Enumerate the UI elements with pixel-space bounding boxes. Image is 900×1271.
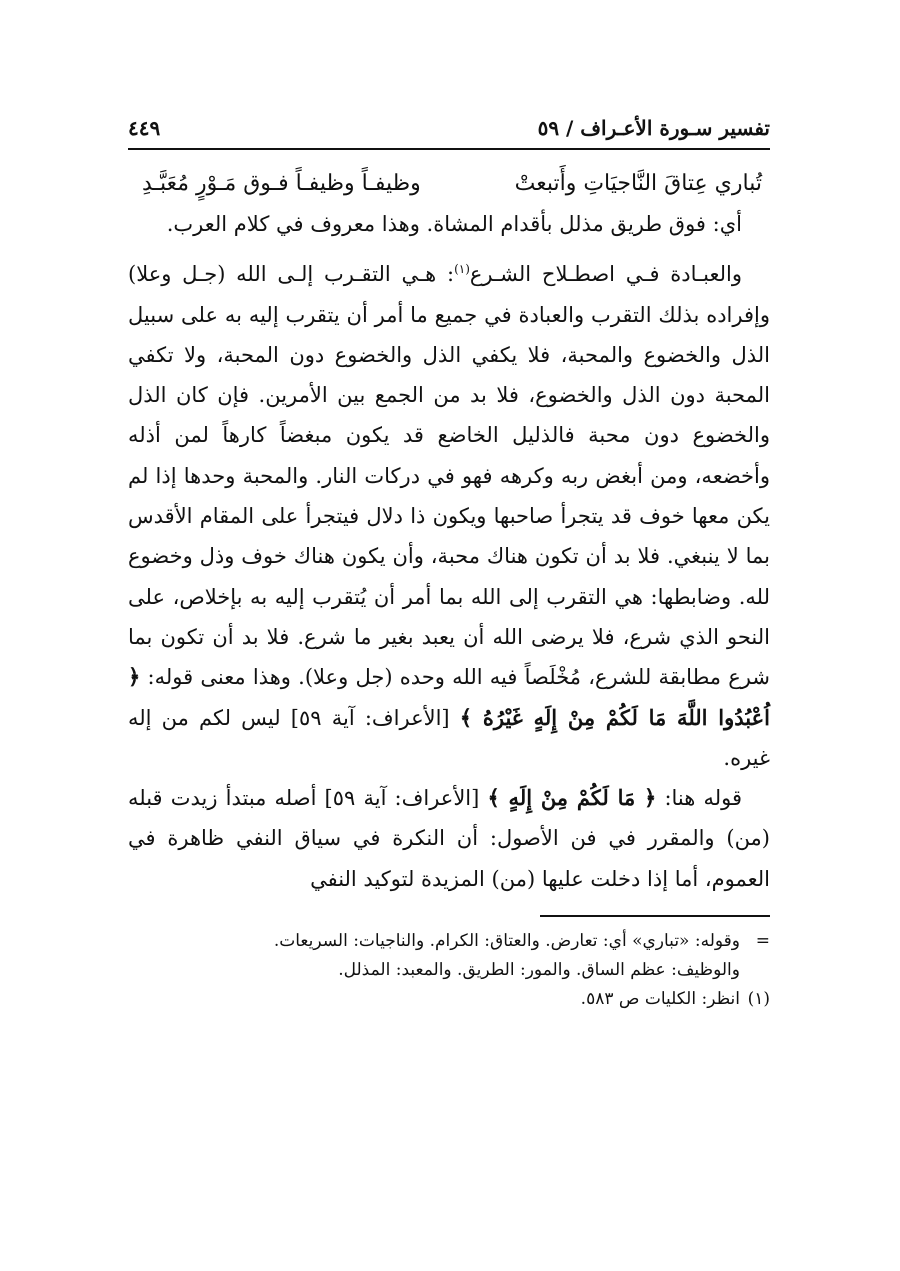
page-header: [128, 110, 770, 142]
paragraph-text: أي: فوق طريق مذلل بأقدام المشاة. وهذا معروف في كلام العرب.: [166, 212, 742, 236]
footnote-continuation: [128, 927, 770, 956]
page-number: ٤٤٩: [128, 116, 161, 140]
poem-second-hemistich: وظيفـاً وظيفـاً فـوق مَـوْرٍ مُعَبَّـدِ: [142, 171, 421, 196]
quran-verse: ﴿ اُعْبُدُوا اللَّهَ مَا لَكُمْ مِنْ إِلَهٍ غَيْرُهُ ﴾: [128, 664, 770, 730]
paragraph-worship-definition: [128, 254, 770, 778]
footnote-number: (١): [747, 989, 770, 1010]
paragraph-lead: والعبـادة فـي اصطـلاح الشـرع: [469, 262, 742, 287]
paragraph-grammar: [128, 778, 770, 899]
footnote-separator: [540, 915, 770, 917]
footnotes: [128, 927, 770, 1014]
footnote-text: وقوله: «تباري» أي: تعارض. والعتاق: الكرام. والناجيات: السريعات.: [273, 931, 740, 952]
footnote-text: انظر: الكليات ص ٥٨٣.: [580, 989, 740, 1010]
quran-verse: ﴿ مَا لَكُمْ مِنْ إِلَهٍ ﴾: [487, 785, 657, 811]
poetry-verse: [128, 164, 770, 204]
paragraph-lead: قوله هنا:: [664, 786, 743, 811]
poem-first-hemistich: تُباري عِتاقَ النَّاجيَاتِ وأَتبعتْ: [514, 171, 762, 196]
book-page: [128, 110, 770, 1014]
footnote-continuation-line: والوظيف: عظم الساق. والمور: الطريق. والمعبد: المذلل.: [338, 960, 740, 981]
continuation-mark: =: [755, 931, 770, 952]
paragraph-tail: [الأعراف: آية ٥٩] ليس لكم من إله غيره.: [128, 705, 770, 770]
footnote-1: [128, 985, 770, 1014]
header-rule: [128, 148, 770, 150]
footnote-reference[interactable]: (١): [454, 262, 470, 277]
paragraph-text: [الأعراف: آية ٥٩] أصله مبتدأ زيدت قبله (من) والمقرر في فن الأصول: أن النكرة في سياق النفي ظاهرة في العموم، أما إذا دخلت عليها (من) المزيدة لتوكيد النفي: [128, 786, 770, 891]
running-title: تفسير سـورة الأعـراف / ٥٩: [537, 116, 770, 140]
paragraph-text: : هـي التقـرب إلـى الله (جـل وعلا) وإفراده بذلك التقرب والعبادة في جميع ما أمر أن يتقرب إليه به على سبيل الذل والخضوع والمحبة، فلا يكفي الذل والخضوع دون المحبة، ولا تكفي المحبة دون الذل والخضوع، فلا بد من الجمع بين الأمرين. فإن كان الذل والخضوع دون محبة فالذليل الخاضع قد يكون مبغضاً كارهاً لمن أذله وأخضعه، ومن أبغض ربه وكرهه فهو في دركات النار. والمحبة وحدها إذا لم يكن معها خوف قد يتجرأ صاحبها ويكون ذا دلال فيتجرأ على المقام الأقدس بما لا ينبغي. فلا بد أن تكون هناك محبة، وأن يكون هناك خوف وذل وخضوع لله. وضابطها: هي التقرب إلى الله بما أمر أن يُتقرب إليه به بإخلاص، على النحو الذي شرع، فلا يرضى الله أن يعبد بغير ما شرع. فلا بد أن تكون بما شرع مطابقة للشرع، مُخْلَصاً فيه الله وحده (جل وعلا). وهذا معنى قوله:: [128, 262, 770, 690]
paragraph-explanation: [128, 204, 770, 244]
